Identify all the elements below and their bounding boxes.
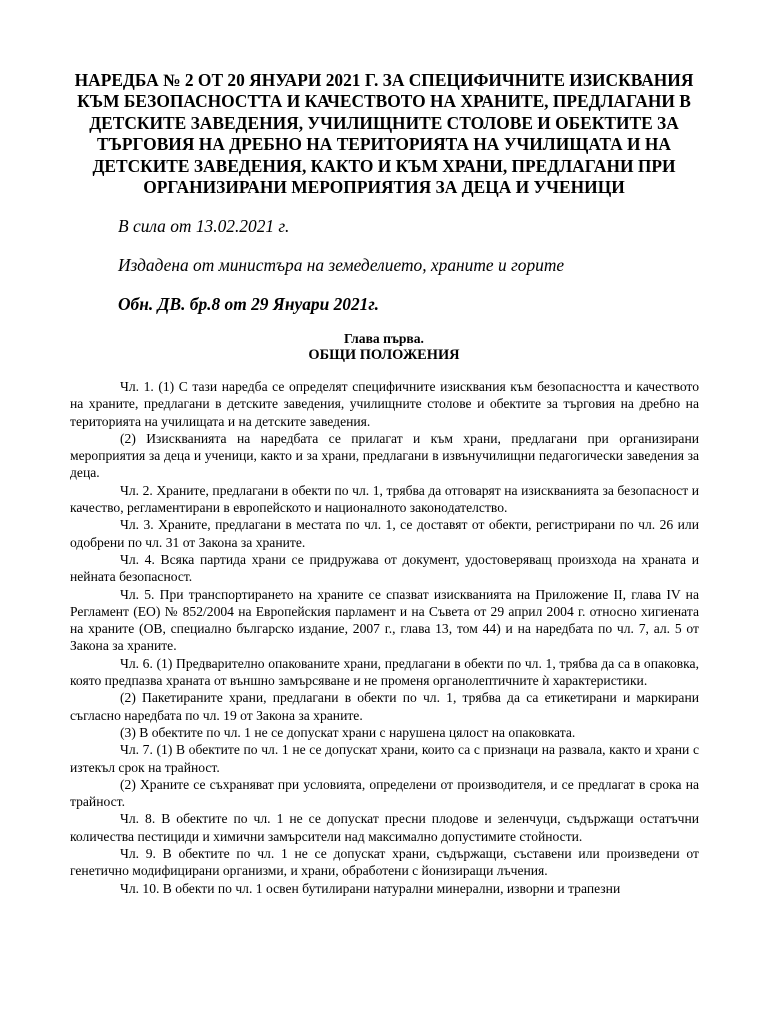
effective-date: В сила от 13.02.2021 г. — [118, 216, 290, 236]
paragraph-art7-1: Чл. 7. (1) В обектите по чл. 1 не се допускат храни, които са с признаци на развала, както и храни с изтекъл срок на трайност. — [70, 742, 699, 775]
paragraph-art6-2: (2) Пакетираните храни, предлагани в обекти по чл. 1, трябва да са етикетирани и маркирани съгласно наредбата по чл. 19 от Закона за храните. — [70, 690, 699, 723]
chapter-title: ОБЩИ ПОЛОЖЕНИЯ — [308, 347, 460, 363]
paragraph-art6-3: (3) В обектите по чл. 1 не се допускат храни с нарушена цялост на опаковката. — [120, 724, 576, 740]
paragraph-art6-1: Чл. 6. (1) Предварително опакованите храни, предлагани в обекти по чл. 1, трябва да са в опаковка, която предпазва храната от външно замърсяване и не променя органолептичните ѝ характеристики. — [70, 655, 699, 689]
chapter-number: Глава първа. — [344, 331, 424, 346]
publication-info: Обн. ДВ. бр.8 от 29 Януари 2021г. — [118, 294, 379, 314]
paragraph-art5: Чл. 5. При транспортирането на храните се спазват изискванията на Приложение II, глава IV на Регламент (ЕО) № 852/2004 на Европейския парламент и на Съвета от 29 април 2004 г. относно хигиената на храните (ОВ, специално българско издание, 2007 г., глава 13, том 44) и на наредбата по чл. 7, ал. 5 от Закона за храните. — [70, 586, 699, 654]
document-body — [70, 378, 699, 897]
paragraph-art3: Чл. 3. Храните, предлагани в местата по чл. 1, се доставят от обекти, регистрирани по чл. 26 или одобрени по чл. 31 от Закона за храните. — [70, 517, 699, 550]
paragraph-art8: Чл. 8. В обектите по чл. 1 не се допускат пресни плодове и зеленчуци, съдържащи остатъчни количества пестициди и химични замърсители над максимално допустимите стойности. — [70, 811, 699, 844]
issuer: Издадена от министъра на земеделието, храните и горите — [118, 255, 565, 275]
paragraph-art7-2: (2) Храните се съхраняват при условията, определени от производителя, и се предлагат в срока на трайност. — [70, 776, 699, 810]
document-title: НАРЕДБА № 2 ОТ 20 ЯНУАРИ 2021 Г. ЗА СПЕЦИФИЧНИТЕ ИЗИСКВАНИЯ КЪМ БЕЗОПАСНОСТТА И КАЧЕСТВОТО НА ХРАНИТЕ, ПРЕДЛАГАНИ В ДЕТСКИТЕ ЗАВЕДЕНИЯ, УЧИЛИЩНИТЕ СТОЛОВЕ И ОБЕКТИТЕ ЗА ТЪРГОВИЯ НА ДРЕБНО НА ТЕРИТОРИЯТА НА УЧИЛИЩАТА И НА ДЕТСКИТЕ ЗАВЕДЕНИЯ, КАКТО И КЪМ ХРАНИ, ПРЕДЛАГАНИ ПРИ ОРГАНИЗИРАНИ МЕРОПРИЯТИЯ ЗА ДЕЦА И УЧЕНИЦИ — [74, 70, 694, 198]
paragraph-art10: Чл. 10. В обекти по чл. 1 освен бутилирани натурални минерални, изворни и трапезни — [120, 880, 621, 896]
paragraph-art9: Чл. 9. В обектите по чл. 1 не се допускат храни, съдържащи, съставени или произведени от генетично модифицирани организми, и храни, обработени с йонизиращи лъчения. — [70, 846, 699, 879]
paragraph-art2: Чл. 2. Храните, предлагани в обекти по чл. 1, трябва да отговарят на изискванията за безопасност и качество, регламентирани в европейското и националното законодателство. — [70, 482, 699, 516]
paragraph-art1-1: Чл. 1. (1) С тази наредба се определят специфичните изисквания към безопасността и качеството на храните, предлагани в детските заведения, училищните столове и обектите за търговия на дребно на територията на училищата и на детските заведения. — [70, 379, 699, 429]
paragraph-art1-2: (2) Изискванията на наредбата се прилагат и към храни, предлагани при организирани мероприятия за деца и ученици, както и за храни, предлагани в извънучилищни педагогически заведения за деца. — [70, 430, 699, 481]
paragraph-art4: Чл. 4. Всяка партида храни се придружава от документ, удостоверяващ произхода на храната и нейната безопасност. — [70, 551, 699, 585]
